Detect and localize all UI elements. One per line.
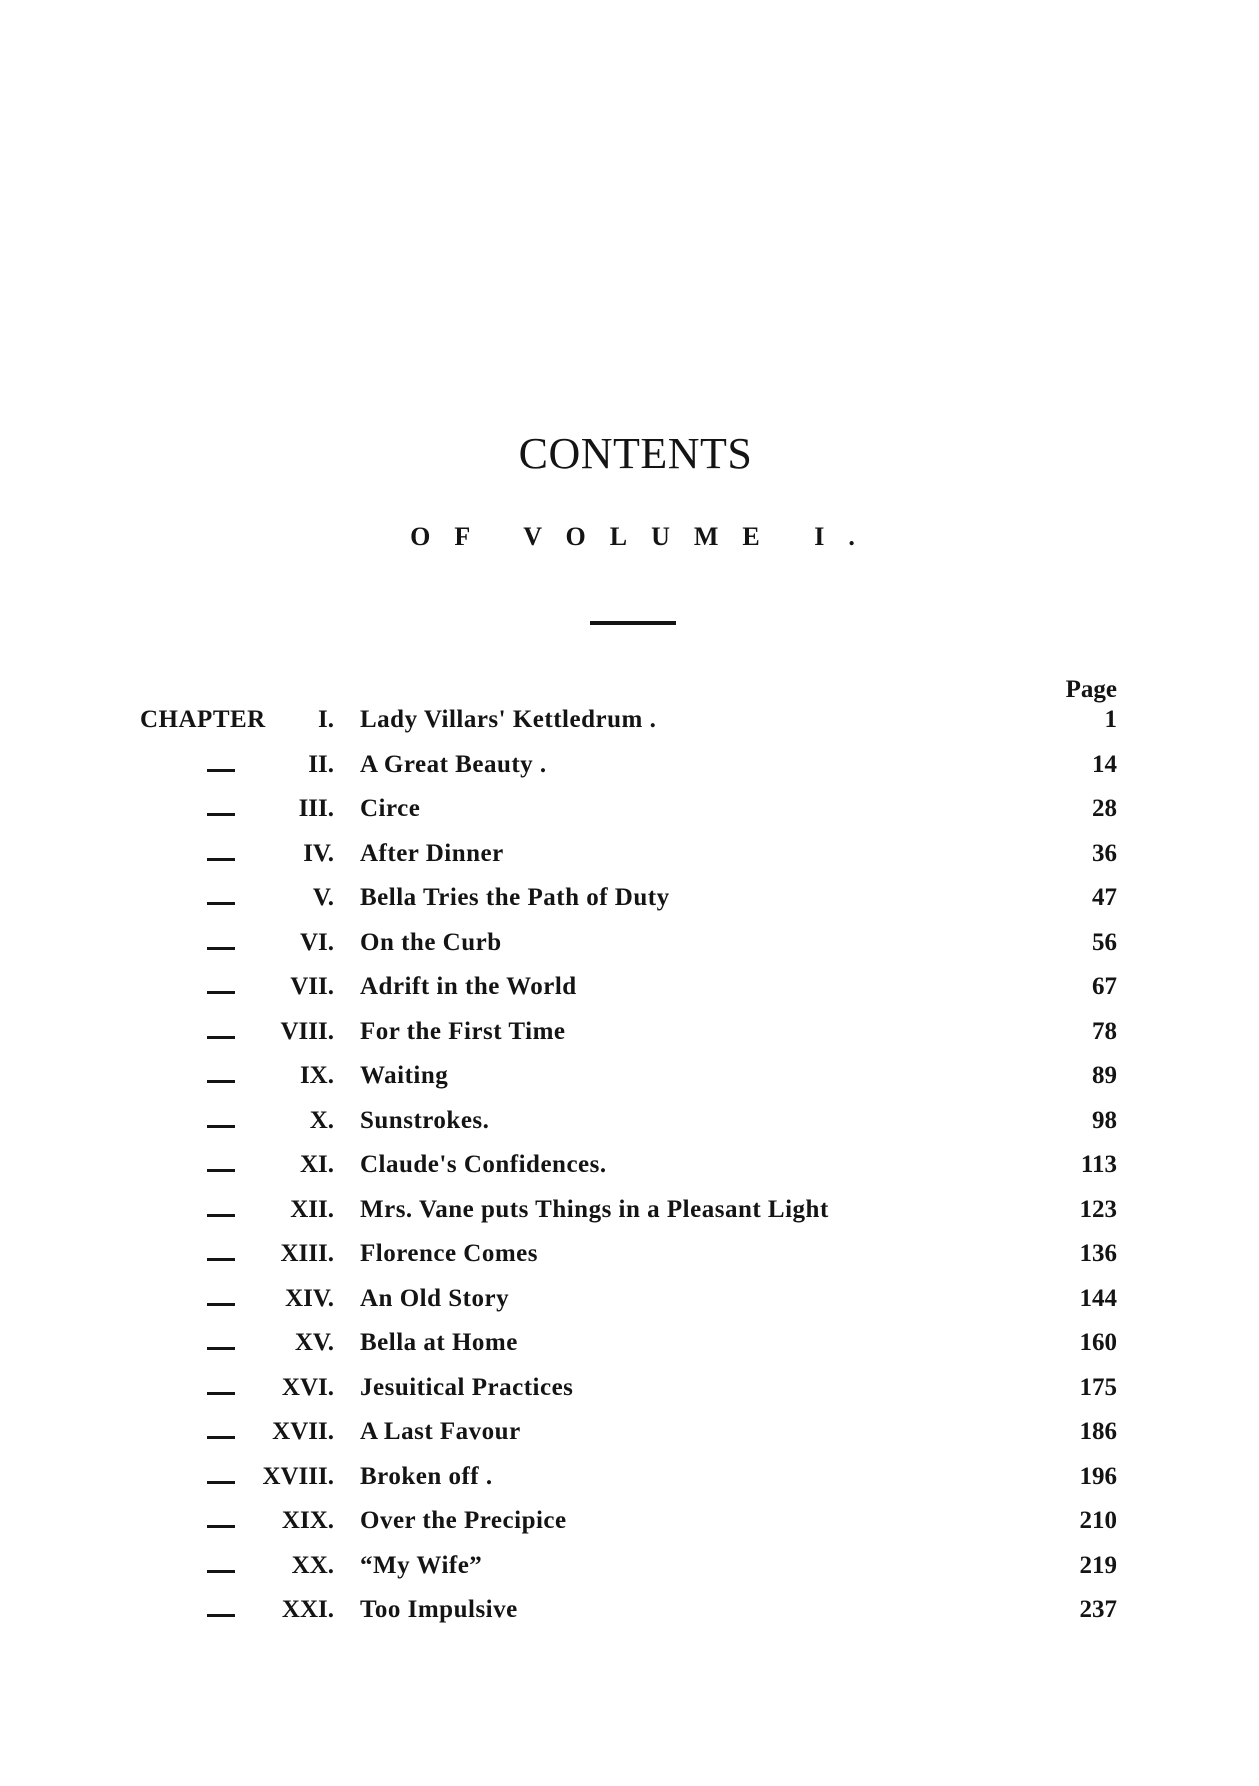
chapter-title: Jesuitical Practices (360, 1374, 574, 1401)
ditto-dash (207, 1614, 235, 1617)
chapter-number: XIV. (285, 1285, 334, 1312)
ditto-dash (207, 1525, 235, 1528)
chapter-number: XIX. (281, 1507, 334, 1534)
chapter-page-number: 56 (1092, 929, 1117, 956)
toc-row[interactable] (0, 1418, 1259, 1462)
toc-row[interactable] (0, 1107, 1259, 1151)
toc-row[interactable] (0, 1196, 1259, 1240)
chapter-number: XVII. (272, 1418, 334, 1445)
toc-row[interactable] (0, 1240, 1259, 1284)
ditto-dash (207, 1481, 235, 1484)
chapter-number: III. (298, 795, 334, 822)
ditto-dash (207, 858, 235, 861)
chapter-title: Bella at Home (360, 1329, 518, 1356)
ditto-dash (207, 1036, 235, 1039)
ditto-dash (207, 947, 235, 950)
ditto-dash (207, 1436, 235, 1439)
toc-row[interactable] (0, 1507, 1259, 1551)
chapter-title: Florence Comes (360, 1240, 539, 1267)
chapter-number: VI. (299, 929, 334, 956)
toc-row[interactable] (0, 1285, 1259, 1329)
chapter-page-number: 210 (1079, 1507, 1117, 1534)
chapter-title: Broken off . (360, 1463, 493, 1490)
toc-row[interactable] (0, 706, 1259, 750)
ditto-dash (207, 1125, 235, 1128)
chapter-title: “My Wife” (360, 1552, 483, 1579)
chapter-title: On the Curb (360, 929, 502, 956)
chapter-number: II. (308, 751, 334, 778)
toc-row[interactable] (0, 884, 1259, 928)
chapter-number: XII. (290, 1196, 334, 1223)
chapter-number: XIII. (280, 1240, 334, 1267)
chapter-number: XXI. (281, 1596, 334, 1623)
chapter-title: An Old Story (360, 1285, 510, 1312)
ditto-dash (207, 1080, 235, 1083)
ditto-dash (207, 1303, 235, 1306)
toc-row[interactable] (0, 840, 1259, 884)
chapter-title: Too Impulsive (360, 1596, 518, 1623)
chapter-title: For the First Time (360, 1018, 566, 1045)
ditto-dash (207, 1214, 235, 1217)
chapter-number: XVI. (281, 1374, 334, 1401)
chapter-number: IV. (303, 840, 334, 867)
chapter-number: XX. (291, 1552, 334, 1579)
chapter-number: VII. (290, 973, 334, 1000)
chapter-number: XVIII. (262, 1463, 334, 1490)
toc-row[interactable] (0, 1596, 1259, 1640)
chapter-title: Over the Precipice (360, 1507, 567, 1534)
page-subtitle: OF VOLUME I. (410, 522, 879, 551)
chapter-page-number: 196 (1079, 1463, 1117, 1490)
chapter-page-number: 219 (1079, 1552, 1117, 1579)
chapter-label: CHAPTER (140, 706, 266, 733)
ditto-dash (207, 1169, 235, 1172)
toc-row[interactable] (0, 1018, 1259, 1062)
chapter-title: A Great Beauty . (360, 751, 547, 778)
page-title: CONTENTS (518, 429, 753, 478)
chapter-page-number: 36 (1092, 840, 1117, 867)
chapter-title: Claude's Confidences. (360, 1151, 607, 1178)
chapter-title: Adrift in the World (360, 973, 577, 1000)
chapter-page-number: 136 (1079, 1240, 1117, 1267)
ditto-dash (207, 813, 235, 816)
chapter-title: Sunstrokes. (360, 1107, 490, 1134)
toc-row[interactable] (0, 795, 1259, 839)
toc-row[interactable] (0, 1374, 1259, 1418)
ditto-dash (207, 1570, 235, 1573)
chapter-page-number: 237 (1079, 1596, 1117, 1623)
chapter-title: Mrs. Vane puts Things in a Pleasant Light (360, 1196, 829, 1223)
chapter-page-number: 113 (1080, 1151, 1117, 1178)
chapter-page-number: 28 (1092, 795, 1117, 822)
chapter-number: V. (312, 884, 334, 911)
ditto-dash (207, 1347, 235, 1350)
chapter-page-number: 67 (1092, 973, 1117, 1000)
toc-row[interactable] (0, 1552, 1259, 1596)
chapter-number: VIII. (280, 1018, 334, 1045)
chapter-page-number: 47 (1092, 884, 1117, 911)
chapter-page-number: 89 (1092, 1062, 1117, 1089)
chapter-page-number: 14 (1092, 751, 1117, 778)
ditto-dash (207, 991, 235, 994)
chapter-page-number: 144 (1079, 1285, 1117, 1312)
chapter-number: XI. (299, 1151, 334, 1178)
chapter-page-number: 123 (1079, 1196, 1117, 1223)
chapter-title: Lady Villars' Kettledrum . (360, 706, 657, 733)
chapter-title: Bella Tries the Path of Duty (360, 884, 670, 911)
chapter-title: After Dinner (360, 840, 504, 867)
toc-row[interactable] (0, 751, 1259, 795)
toc-row[interactable] (0, 1329, 1259, 1373)
toc-row[interactable] (0, 973, 1259, 1017)
title-divider (590, 621, 676, 625)
ditto-dash (207, 1392, 235, 1395)
ditto-dash (207, 1258, 235, 1261)
chapter-number: IX. (299, 1062, 334, 1089)
chapter-number: XV. (294, 1329, 334, 1356)
chapter-number: I. (318, 706, 334, 733)
toc-row[interactable] (0, 1151, 1259, 1195)
toc-row[interactable] (0, 1062, 1259, 1106)
chapter-title: Circe (360, 795, 421, 822)
chapter-title: Waiting (360, 1062, 449, 1089)
chapter-page-number: 78 (1092, 1018, 1117, 1045)
chapter-page-number: 1 (1104, 706, 1117, 733)
chapter-title: A Last Favour (360, 1418, 521, 1445)
ditto-dash (207, 902, 235, 905)
toc-row[interactable] (0, 929, 1259, 973)
chapter-page-number: 98 (1092, 1107, 1117, 1134)
chapter-page-number: 175 (1079, 1374, 1117, 1401)
chapter-page-number: 160 (1079, 1329, 1117, 1356)
chapter-number: X. (309, 1107, 334, 1134)
toc-row[interactable] (0, 1463, 1259, 1507)
ditto-dash (207, 769, 235, 772)
page-column-header: Page (1065, 676, 1117, 703)
chapter-page-number: 186 (1079, 1418, 1117, 1445)
